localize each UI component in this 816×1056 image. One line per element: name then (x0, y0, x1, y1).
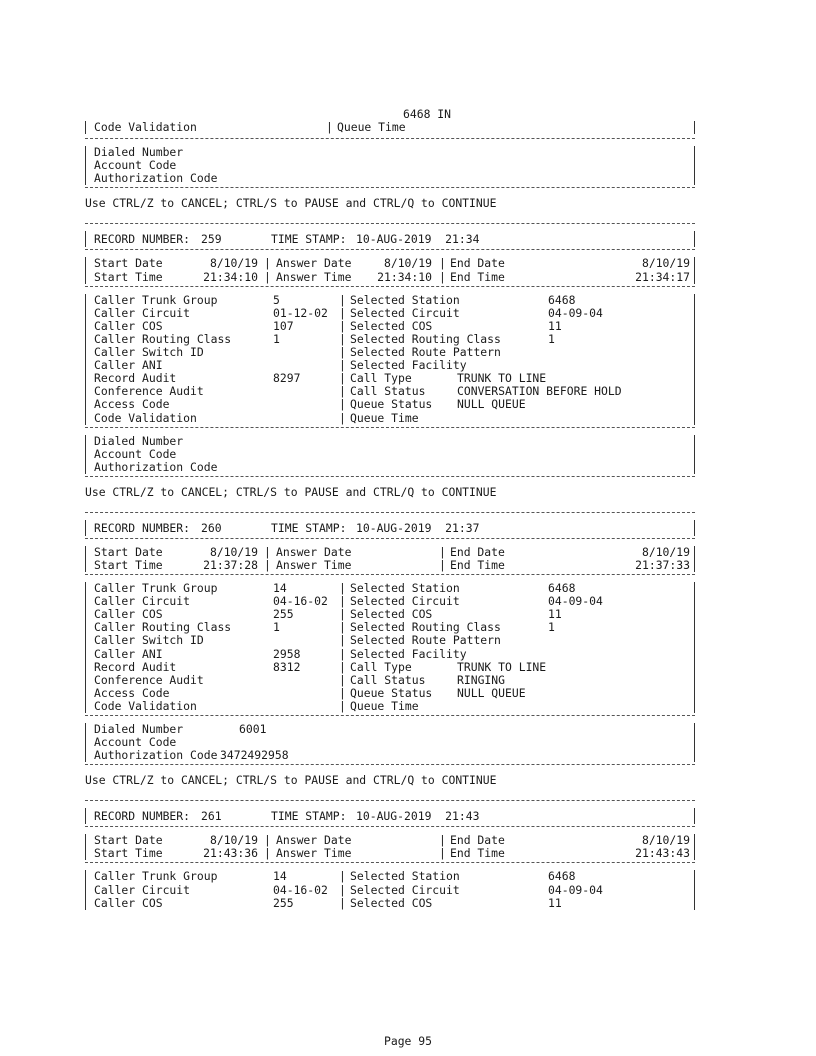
continued-box: Code Validation | Queue Time (85, 121, 695, 134)
caller-circuit-value: 04-16-02 (273, 594, 328, 609)
record-audit-label: Record Audit (94, 371, 177, 386)
selected-station-value: 6468 (548, 581, 576, 596)
end-date-value: 8/10/19 (641, 544, 690, 559)
caller-routing-class-value: 1 (273, 331, 280, 346)
cancel-message: Use CTRL/Z to CANCEL; CTRL/S to PAUSE and CTRL/Q to CONTINUE (85, 196, 497, 211)
start-date-label: Start Date (94, 833, 163, 848)
end-time-value: 21:37:33 (635, 557, 690, 572)
records-list (85, 223, 695, 909)
record-audit-label: Record Audit (94, 659, 177, 674)
code-validation-label: Code Validation (94, 698, 197, 713)
caller-routing-class-label: Caller Routing Class (94, 331, 232, 346)
end-time-value: 21:34:17 (635, 269, 690, 284)
caller-trunk-group-label: Caller Trunk Group (94, 581, 218, 596)
selected-cos-label: Selected COS (350, 318, 433, 333)
caller-circuit-value: 01-12-02 (273, 305, 328, 320)
record-header (85, 231, 695, 247)
end-date-label: End Date (450, 833, 505, 848)
record-codes (85, 435, 695, 474)
end-time-label: End Time (450, 557, 505, 572)
start-date-label: Start Date (94, 256, 163, 271)
dialed-number-value: 6001 (239, 722, 267, 736)
cancel-message: Use CTRL/Z to CANCEL; CTRL/S to PAUSE and CTRL/Q to CONTINUE (85, 773, 497, 788)
selected-cos-value: 11 (548, 318, 562, 333)
start-date-value: 8/10/19 (209, 544, 258, 559)
caller-circuit-label: Caller Circuit (94, 305, 191, 320)
queue-top-value: 6468 IN (403, 107, 452, 121)
start-time-value: 21:43:36 (203, 846, 258, 861)
access-code-label: Access Code (94, 685, 170, 700)
selected-station-label: Selected Station (350, 581, 460, 596)
selected-station-label: Selected Station (350, 869, 460, 884)
record-details: Caller Trunk Group 14 | Selected Station 6468 Caller Circuit 04-16-02 | Selected Circuit 04-09-04 Caller COS 255 | Selected COS 11 (85, 870, 695, 909)
caller-cos-label: Caller COS (94, 895, 163, 910)
selected-routing-class-value: 1 (548, 620, 555, 635)
time-stamp-label: TIME STAMP: (271, 232, 347, 247)
start-time-label: Start Time (94, 269, 163, 284)
call-status-label: Call Status (350, 384, 426, 399)
answer-time-label: Answer Time (276, 557, 352, 572)
selected-route-pattern-label: Selected Route Pattern (350, 345, 501, 360)
cancel-message: Use CTRL/Z to CANCEL; CTRL/S to PAUSE and CTRL/Q to CONTINUE (85, 484, 497, 499)
answer-date-label: Answer Date (276, 256, 352, 271)
record-number-label: RECORD NUMBER: (94, 232, 191, 247)
selected-station-value: 6468 (548, 292, 576, 307)
end-time-value: 21:43:43 (635, 846, 690, 861)
record-audit-value: 8297 (273, 371, 301, 386)
conference-audit-label: Conference Audit (94, 672, 204, 687)
call-record (85, 223, 695, 507)
authorization-code-label: Authorization Code (94, 459, 218, 474)
selected-cos-value: 11 (548, 607, 562, 622)
record-codes (85, 723, 695, 762)
caller-circuit-value: 04-16-02 (273, 882, 328, 897)
dialed-number-label: Dialed Number (94, 145, 184, 160)
caller-cos-label: Caller COS (94, 318, 163, 333)
queue-time-label: Queue Time (350, 698, 419, 713)
selected-routing-class-label: Selected Routing Class (350, 620, 501, 635)
call-status-value: CONVERSATION BEFORE HOLD (457, 384, 622, 399)
caller-trunk-group-value: 5 (273, 292, 280, 307)
call-status-value: RINGING (457, 672, 506, 687)
caller-trunk-group-label: Caller Trunk Group (94, 869, 218, 884)
caller-cos-value: 255 (273, 607, 294, 622)
record-datetime: Start Date 8/10/19 | Answer Date | End Date 8/10/19 Start Time 21:37:28 | Answer Time | End Time 21:37:33 (85, 546, 695, 572)
selected-cos-label: Selected COS (350, 607, 433, 622)
answer-date-value: 8/10/19 (383, 256, 432, 271)
answer-date-label: Answer Date (276, 544, 352, 559)
selected-cos-value: 11 (548, 895, 562, 910)
caller-routing-class-label: Caller Routing Class (94, 620, 232, 635)
selected-circuit-label: Selected Circuit (350, 305, 460, 320)
selected-circuit-label: Selected Circuit (350, 882, 460, 897)
start-date-value: 8/10/19 (209, 256, 258, 271)
end-date-label: End Date (450, 544, 505, 559)
caller-circuit-label: Caller Circuit (94, 882, 191, 897)
access-code-label: Access Code (94, 397, 170, 412)
selected-circuit-value: 04-09-04 (548, 305, 603, 320)
selected-cos-label: Selected COS (350, 895, 433, 910)
call-type-label: Call Type (350, 659, 412, 674)
caller-switch-id-label: Caller Switch ID (94, 345, 204, 360)
queue-status-value: NULL QUEUE (457, 397, 526, 412)
answer-time-value: 21:34:10 (377, 269, 432, 284)
conference-audit-label: Conference Audit (94, 384, 204, 399)
account-code-label: Account Code (94, 446, 177, 461)
end-time-label: End Time (450, 269, 505, 284)
continued-codes (85, 146, 695, 185)
call-record (85, 800, 695, 909)
dialed-number-label: Dialed Number (94, 722, 184, 736)
end-date-value: 8/10/19 (641, 256, 690, 271)
queue-status-label: Queue Status (350, 685, 433, 700)
caller-ani-label: Caller ANI (94, 358, 163, 373)
selected-circuit-value: 04-09-04 (548, 882, 603, 897)
time-stamp-value: 10-AUG-2019 21:37 (356, 520, 480, 535)
call-record (85, 512, 695, 796)
caller-cos-label: Caller COS (94, 607, 163, 622)
queue-status-label: Queue Status (350, 397, 433, 412)
call-type-value: TRUNK TO LINE (457, 659, 547, 674)
caller-circuit-label: Caller Circuit (94, 594, 191, 609)
record-header (85, 808, 695, 824)
start-date-label: Start Date (94, 544, 163, 559)
authorization-code-value: 3472492958 (220, 748, 289, 763)
call-status-label: Call Status (350, 672, 426, 687)
record-number-label: RECORD NUMBER: (94, 809, 191, 824)
caller-ani-label: Caller ANI (94, 646, 163, 661)
selected-facility-label: Selected Facility (350, 358, 467, 373)
queue-status-value: NULL QUEUE (457, 685, 526, 700)
start-time-value: 21:37:28 (203, 557, 258, 572)
record-audit-value: 8312 (273, 659, 301, 674)
selected-circuit-label: Selected Circuit (350, 594, 460, 609)
end-time-label: End Time (450, 846, 505, 861)
call-type-value: TRUNK TO LINE (457, 371, 547, 386)
answer-time-label: Answer Time (276, 269, 352, 284)
queue-time-label: Queue Time (337, 120, 406, 135)
code-validation-label: Code Validation (94, 410, 197, 425)
time-stamp-value: 10-AUG-2019 21:34 (356, 232, 480, 247)
time-stamp-label: TIME STAMP: (271, 809, 347, 824)
record-datetime: Start Date 8/10/19 | Answer Date | End Date 8/10/19 Start Time 21:43:36 | Answer Time | End Time 21:43:43 (85, 834, 695, 860)
record-details: Caller Trunk Group 5 | Selected Station 6468 Caller Circuit 01-12-02 | Selected Circuit 04-09-04 Caller COS 107 | Selected COS 11 Caller Routing Class 1 | Selected Routing Class 1 Caller Switch ID | Selected Route Pattern Caller ANI | Selected Facility Record Audit 8297 | Call Type TRUNK TO LINE Conference Audit | Call Status CONVERSATION BEFORE HOLD Access Code | Queue Status NULL QUEUE Code Validation | Queue Time (85, 294, 695, 425)
record-details: Caller Trunk Group 14 | Selected Station 6468 Caller Circuit 04-16-02 | Selected Circuit 04-09-04 Caller COS 255 | Selected COS 11 Caller Routing Class 1 | Selected Routing Class 1 Caller Switch ID | Selected Route Pattern Caller ANI 2958 | Selected Facility Record Audit 8312 | Call Type TRUNK TO LINE Conference Audit | Call Status RINGING Access Code | Queue Status NULL QUEUE Code Validation | Queue Time (85, 582, 695, 713)
caller-cos-value: 107 (273, 318, 294, 333)
caller-ani-value: 2958 (273, 646, 301, 661)
selected-station-value: 6468 (548, 869, 576, 884)
selected-route-pattern-label: Selected Route Pattern (350, 633, 501, 648)
account-code-label: Account Code (94, 735, 177, 750)
record-number-label: RECORD NUMBER: (94, 520, 191, 535)
start-time-label: Start Time (94, 557, 163, 572)
dialed-number-label: Dialed Number (94, 433, 184, 448)
page-footer: Page 95 (383, 1034, 432, 1048)
caller-trunk-group-value: 14 (273, 581, 287, 596)
end-date-value: 8/10/19 (641, 833, 690, 848)
selected-station-label: Selected Station (350, 292, 460, 307)
authorization-code-label: Authorization Code (94, 748, 218, 763)
record-header (85, 520, 695, 536)
caller-trunk-group-label: Caller Trunk Group (94, 292, 218, 307)
start-time-value: 21:34:10 (203, 269, 258, 284)
selected-routing-class-label: Selected Routing Class (350, 331, 501, 346)
selected-circuit-value: 04-09-04 (548, 594, 603, 609)
queue-time-label: Queue Time (350, 410, 419, 425)
answer-time-label: Answer Time (276, 846, 352, 861)
time-stamp-value: 10-AUG-2019 21:43 (356, 809, 480, 824)
start-time-label: Start Time (94, 846, 163, 861)
authorization-code-label: Authorization Code (94, 171, 218, 186)
time-stamp-label: TIME STAMP: (271, 520, 347, 535)
account-code-label: Account Code (94, 158, 177, 173)
caller-cos-value: 255 (273, 895, 294, 910)
caller-routing-class-value: 1 (273, 620, 280, 635)
record-number-value: 261 (201, 809, 222, 824)
record-datetime: Start Date 8/10/19 | Answer Date 8/10/19 | End Date 8/10/19 Start Time 21:34:10 | Answer Time 21:34:10 | End Time 21:34:17 (85, 257, 695, 283)
code-validation-label: Code Validation (94, 120, 197, 135)
selected-routing-class-value: 1 (548, 331, 555, 346)
end-date-label: End Date (450, 256, 505, 271)
caller-switch-id-label: Caller Switch ID (94, 633, 204, 648)
caller-trunk-group-value: 14 (273, 869, 287, 884)
start-date-value: 8/10/19 (209, 833, 258, 848)
report-page (85, 108, 695, 910)
selected-facility-label: Selected Facility (350, 646, 467, 661)
record-number-value: 260 (201, 520, 222, 535)
record-number-value: 259 (201, 232, 222, 247)
call-type-label: Call Type (350, 371, 412, 386)
answer-date-label: Answer Date (276, 833, 352, 848)
